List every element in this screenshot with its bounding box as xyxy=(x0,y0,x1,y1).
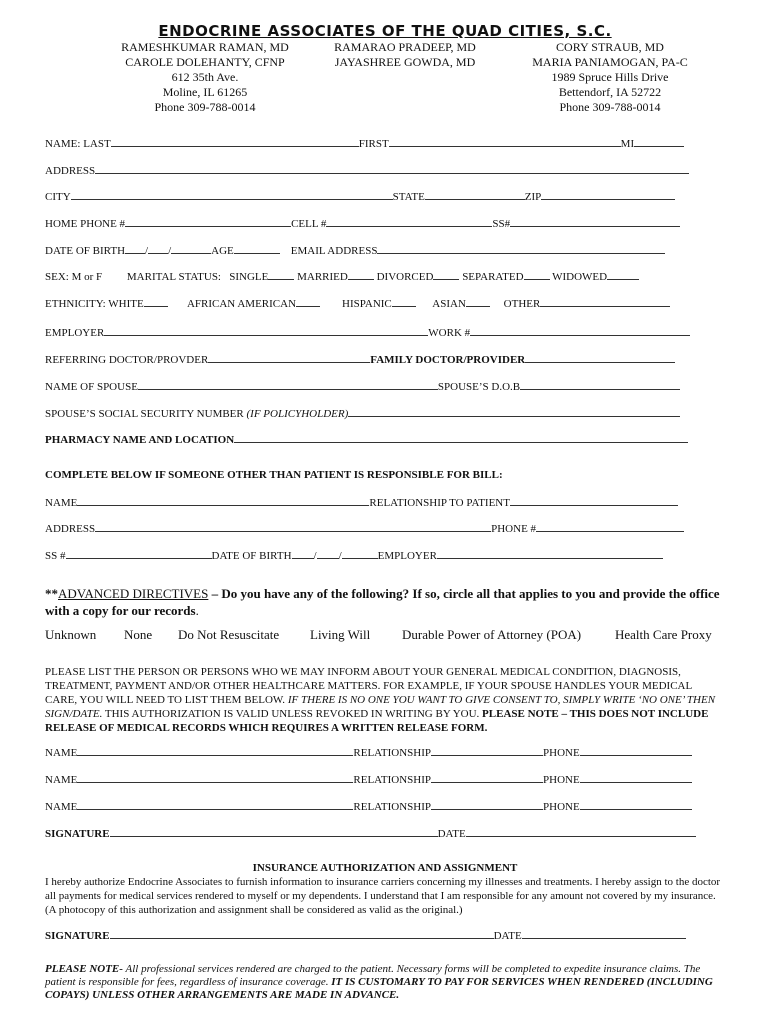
consent-row-2 xyxy=(45,773,692,786)
header-line: 1989 Spruce Hills Drive xyxy=(551,70,669,84)
email-field[interactable] xyxy=(377,244,665,254)
label-family-doctor: FAMILY DOCTOR/PROVIDER xyxy=(370,354,526,366)
label-policyholder-note: (IF POLICYHOLDER) xyxy=(246,408,349,420)
zip-field[interactable] xyxy=(541,190,675,200)
asian-field[interactable] xyxy=(466,297,490,307)
option-none[interactable]: None xyxy=(124,627,153,642)
clinic-title: ENDOCRINE ASSOCIATES OF THE QUAD CITIES, S.C. xyxy=(158,22,612,40)
label-consent-phone: PHONE xyxy=(543,747,580,759)
label-african-american: AFRICAN AMERICAN xyxy=(186,298,297,310)
header-center xyxy=(300,40,510,70)
label-zip: ZIP xyxy=(524,191,542,203)
address-field[interactable] xyxy=(95,164,689,174)
row-city xyxy=(45,190,675,203)
label-resp-ss: SS # xyxy=(45,550,66,562)
consent-name-field[interactable] xyxy=(77,773,353,783)
resp-dob-day-field[interactable] xyxy=(317,549,339,559)
insurance-heading: INSURANCE AUTHORIZATION AND ASSIGNMENT xyxy=(252,862,518,874)
advanced-directives-text xyxy=(45,585,735,619)
label-other: OTHER xyxy=(503,298,541,310)
label-resp-employer: EMPLOYER xyxy=(377,550,437,562)
label-consent-phone: PHONE xyxy=(543,774,580,786)
label-consent-signature: SIGNATURE xyxy=(45,828,110,840)
resp-dob-year-field[interactable] xyxy=(342,549,378,559)
label-resp-address: ADDRESS xyxy=(45,523,96,535)
married-field[interactable] xyxy=(348,270,374,280)
label-resp-dob: DATE OF BIRTH xyxy=(211,550,292,562)
row-spouse-ss xyxy=(45,407,680,420)
label-work: WORK # xyxy=(428,327,471,339)
consent-signature-field[interactable] xyxy=(110,827,438,837)
first-name-field[interactable] xyxy=(389,137,621,147)
separated-field[interactable] xyxy=(524,270,550,280)
header-line: Bettendorf, IA 52722 xyxy=(558,85,662,99)
consent-p2: IF THERE IS NO ONE YOU WANT TO GIVE CONSENT TO, SIMPLY WRITE ‘NO ONE’ THEN SIGN/DATE. xyxy=(45,694,716,720)
resp-name-field[interactable] xyxy=(77,496,369,506)
other-field[interactable] xyxy=(540,297,670,307)
consent-name-field[interactable] xyxy=(77,800,353,810)
label-spouse-ss: SPOUSE’S SOCIAL SECURITY NUMBER xyxy=(45,408,244,420)
label-consent-relationship: RELATIONSHIP xyxy=(353,801,432,813)
insurance-text: I hereby authorize Endocrine Associates to furnish information to insurance carriers concerning my illnesses and treatments. I hereby assign to the doctor all payments for medical services rendered to myself or my dependents. I understand that I am responsible for any amount not covered by my insurance. (A photocopy of this authorization and assignment shall be considered as valid as the original.) xyxy=(45,876,721,916)
label-separated: SEPARATED xyxy=(462,271,524,283)
label-referring-doctor: REFERRING DOCTOR/PROVDER xyxy=(45,354,209,366)
african-american-field[interactable] xyxy=(296,297,320,307)
consent-p3: THIS AUTHORIZATION IS VALID UNLESS REVOKED IN WRITING BY YOU. xyxy=(102,708,483,720)
consent-phone-field[interactable] xyxy=(580,773,692,783)
label-address: ADDRESS xyxy=(45,165,96,177)
label-ss: SS# xyxy=(492,218,511,230)
label-consent-name: NAME xyxy=(45,801,78,813)
dob-month-field[interactable] xyxy=(125,244,145,254)
white-field[interactable] xyxy=(144,297,168,307)
label-consent-relationship: RELATIONSHIP xyxy=(353,774,432,786)
label-dob: DATE OF BIRTH xyxy=(45,245,126,257)
consent-p4: PLEASE NOTE – THIS DOES NOT INCLUDE RELEASE OF MEDICAL RECORDS WHICH REQUIRES A WRITTEN RELEASE FORM. xyxy=(45,708,709,734)
consent-phone-field[interactable] xyxy=(580,800,692,810)
cell-field[interactable] xyxy=(326,217,492,227)
ss-field[interactable] xyxy=(510,217,680,227)
resp-address-field[interactable] xyxy=(95,522,491,532)
header-line: Phone 309-788-0014 xyxy=(559,100,661,114)
header-right xyxy=(480,40,740,115)
label-resp-relationship: RELATIONSHIP TO PATIENT xyxy=(369,497,510,509)
last-name-field[interactable] xyxy=(111,137,359,147)
row-employer xyxy=(45,326,690,339)
consent-phone-field[interactable] xyxy=(580,746,692,756)
insurance-date-field[interactable] xyxy=(522,929,686,939)
mi-field[interactable] xyxy=(634,137,684,147)
resp-relationship-field[interactable] xyxy=(510,496,678,506)
age-field[interactable] xyxy=(234,244,280,254)
option-dnr[interactable]: Do Not Resuscitate xyxy=(178,627,280,642)
city-field[interactable] xyxy=(71,190,393,200)
consent-relationship-field[interactable] xyxy=(431,773,543,783)
spouse-name-field[interactable] xyxy=(138,380,438,390)
label-last-name: NAME: LAST xyxy=(45,138,111,150)
header-line: 612 35th Ave. xyxy=(171,70,239,84)
label-city: CITY xyxy=(45,191,71,203)
label-divorced: DIVORCED xyxy=(376,271,434,283)
adv-text: – Do you have any of the following? If so, circle all that applies to you and provide the office with a copy for our records xyxy=(45,586,720,618)
row-dob: DATE OF BIRTH / / AGE EMAIL ADDRESS xyxy=(45,244,665,257)
insurance-signature-row xyxy=(45,929,686,942)
consent-name-field[interactable] xyxy=(77,746,353,756)
resp-employer-field[interactable] xyxy=(437,549,663,559)
label-resp-name: NAME xyxy=(45,497,78,509)
advanced-options xyxy=(45,627,745,645)
header-line: CAROLE DOLEHANTY, CFNP xyxy=(125,55,285,69)
label-insurance-signature: SIGNATURE xyxy=(45,930,110,942)
label-consent-name: NAME xyxy=(45,774,78,786)
label-first-name: FIRST xyxy=(358,138,389,150)
row-phone xyxy=(45,217,680,230)
dob-day-field[interactable] xyxy=(148,244,168,254)
label-home-phone: HOME PHONE # xyxy=(45,218,126,230)
consent-row-3 xyxy=(45,800,692,813)
label-spouse-dob: SPOUSE’S D.O.B xyxy=(437,381,521,393)
consent-date-field[interactable] xyxy=(466,827,696,837)
label-widowed: WIDOWED xyxy=(552,271,608,283)
label-state: STATE xyxy=(392,191,425,203)
option-living-will[interactable]: Living Will xyxy=(310,627,371,642)
label-pharmacy: PHARMACY NAME AND LOCATION xyxy=(45,434,235,446)
dob-year-field[interactable] xyxy=(171,244,211,254)
resp-dob-month-field[interactable] xyxy=(292,549,314,559)
header-line: MARIA PANIAMOGAN, PA-C xyxy=(532,55,688,69)
consent-p1: PLEASE LIST THE PERSON OR PERSONS WHO WE MAY INFORM ABOUT YOUR GENERAL MEDICAL CONDITION, DIAGNOSIS, TREATMENT, PAYMENT AND/OR OTHER HEALTHCARE MATTERS. FOR EXAMPLE, IF YOUR SPOUSE HANDLES YOUR MEDICAL CARE, YOU WILL NEED TO LIST THEM BELOW. xyxy=(45,666,692,706)
header-line: RAMARAO PRADEEP, MD xyxy=(334,40,476,54)
row-resp-ss: SS # DATE OF BIRTH / / EMPLOYER xyxy=(45,549,663,562)
label-insurance-date: DATE xyxy=(493,930,522,942)
label-mi: MI xyxy=(620,138,635,150)
label-consent-relationship: RELATIONSHIP xyxy=(353,747,432,759)
option-poa[interactable]: Durable Power of Attorney (POA) xyxy=(402,627,582,642)
employer-field[interactable] xyxy=(104,326,428,336)
adv-prefix: ** xyxy=(45,586,58,601)
label-asian: ASIAN xyxy=(432,298,466,310)
row-sex-marital xyxy=(45,270,639,283)
header-line: CORY STRAUB, MD xyxy=(556,40,664,54)
label-employer: EMPLOYER xyxy=(45,327,105,339)
note-lead: PLEASE NOTE- xyxy=(45,963,123,975)
hispanic-field[interactable] xyxy=(392,297,416,307)
label-white: ETHNICITY: WHITE xyxy=(45,298,144,310)
label-cell: CELL # xyxy=(291,218,327,230)
payment-note xyxy=(45,963,725,1002)
label-sex: SEX: M or F xyxy=(45,271,103,283)
consent-relationship-field[interactable] xyxy=(431,746,543,756)
consent-paragraph xyxy=(45,665,725,735)
row-doctors xyxy=(45,353,675,366)
option-unknown[interactable]: Unknown xyxy=(45,627,97,642)
spouse-ss-field[interactable] xyxy=(348,407,680,417)
row-resp-name xyxy=(45,496,678,509)
label-age: AGE xyxy=(211,245,234,257)
divorced-field[interactable] xyxy=(433,270,459,280)
header-line: RAMESHKUMAR RAMAN, MD xyxy=(121,40,289,54)
family-doctor-field[interactable] xyxy=(525,353,675,363)
header-line: JAYASHREE GOWDA, MD xyxy=(334,55,476,69)
single-field[interactable] xyxy=(268,270,294,280)
note-text: All professional services rendered are charged to the patient. Necessary forms will be completed to expedite insurance claims. The patient is responsible for fees, regardless of insurance coverage. xyxy=(45,963,701,988)
row-spouse xyxy=(45,380,680,393)
insurance-signature-field[interactable] xyxy=(110,929,494,939)
pharmacy-field[interactable] xyxy=(234,433,688,443)
label-resp-phone: PHONE # xyxy=(491,523,537,535)
widowed-field[interactable] xyxy=(607,270,639,280)
responsible-heading: COMPLETE BELOW IF SOMEONE OTHER THAN PATIENT IS RESPONSIBLE FOR BILL: xyxy=(45,469,503,481)
resp-phone-field[interactable] xyxy=(536,522,684,532)
label-hispanic: HISPANIC xyxy=(342,298,392,310)
header-line: Phone 309-788-0014 xyxy=(154,100,256,114)
spouse-dob-field[interactable] xyxy=(520,380,680,390)
row-name xyxy=(45,137,684,150)
label-consent-name: NAME xyxy=(45,747,78,759)
referring-doctor-field[interactable] xyxy=(208,353,370,363)
resp-ss-field[interactable] xyxy=(66,549,212,559)
header-line: Moline, IL 61265 xyxy=(162,85,248,99)
home-phone-field[interactable] xyxy=(125,217,291,227)
state-field[interactable] xyxy=(425,190,525,200)
note-bold: IT IS CUSTOMARY TO PAY FOR SERVICES WHEN RENDERED (INCLUDING COPAYS) UNLESS OTHER ARRANGEMENTS ARE MADE IN ADVANCE. xyxy=(45,976,713,1001)
row-address xyxy=(45,164,689,177)
adv-heading: ADVANCED DIRECTIVES xyxy=(58,586,209,601)
label-marital: MARITAL STATUS: xyxy=(126,271,221,283)
label-single: SINGLE xyxy=(229,271,269,283)
label-spouse-name: NAME OF SPOUSE xyxy=(45,381,138,393)
adv-period: . xyxy=(195,603,199,618)
option-health-care-proxy[interactable]: Health Care Proxy xyxy=(615,627,712,642)
work-phone-field[interactable] xyxy=(470,326,690,336)
label-consent-date: DATE xyxy=(437,828,466,840)
consent-row-1 xyxy=(45,746,692,759)
consent-relationship-field[interactable] xyxy=(431,800,543,810)
label-email: EMAIL ADDRESS xyxy=(290,245,378,257)
consent-signature-row xyxy=(45,827,696,840)
row-ethnicity xyxy=(45,297,670,310)
label-consent-phone: PHONE xyxy=(543,801,580,813)
row-resp-address xyxy=(45,522,684,535)
row-pharmacy xyxy=(45,433,688,446)
label-married: MARRIED xyxy=(297,271,348,283)
